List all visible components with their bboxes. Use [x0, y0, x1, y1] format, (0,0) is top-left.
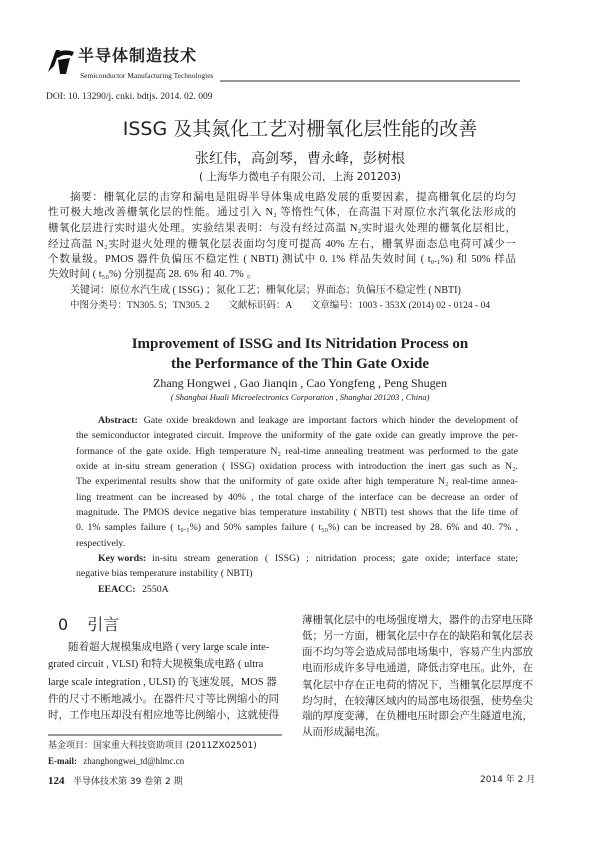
body-right-line: 电而形成许多导电通道，降低击穿电压。此外，在 — [302, 663, 533, 674]
abstract-en-line: The experimental results show that the uniformity of gate oxide after high temperature N₂ real-time annea- — [76, 476, 518, 487]
keywords-en-first-line — [98, 554, 518, 564]
footnote-email — [48, 757, 184, 766]
body-left-line: 件的尺寸不断地减小。在器件尺寸等比例缩小的同 — [48, 694, 279, 705]
abstract-en-line: oxide at in-situ stream generation ( ISSG) oxidation process with introduction the inert gas such as N₂. — [76, 461, 518, 472]
authors-en: Zhang Hongwei , Gao Jianqin , Cao Yongfeng , Peng Shugen — [153, 376, 447, 390]
title-en: the Performance of the Thin Gate Oxide — [170, 356, 429, 372]
body-right-line: 端的厚度变薄，在负栅电压时即会产生隧道电流， — [302, 711, 533, 722]
abstract-cn-line: 个数量级。PMOS 器件负偏压不稳定性 ( NBTI) 测试中 0. 1% 样品失效时间 ( t₀.₁%) 和 50% 样品 — [48, 254, 516, 265]
footnote-fund: 基金项目：国家重大科技资助项目 (2011ZX02501) — [48, 741, 257, 751]
abstract-cn-line: 经过高温 N₂实时退火处理的栅氧化层表面均匀度可提高 40% 左右，栅氧界面态总电荷可减少一 — [48, 239, 516, 250]
authors-cn: 张红伟，高剑琴，曹永峰，彭树根 — [195, 151, 405, 167]
issue-date: 2014 年 2 月 — [480, 775, 536, 785]
abstract-en-line: respectively. — [76, 538, 126, 549]
journal-issue: 半导体技术第 39 卷第 2 期 — [73, 777, 183, 787]
body-left-line: large scale integration , ULSI) 的飞速发展，MOS 器 — [48, 677, 277, 688]
abstract-en-line: formance of the gate oxide. High temperature N₂ real-time annealing treatment was performed to the gate — [76, 446, 518, 457]
journal-name-cn: 半导体制造技术 — [78, 46, 198, 65]
page-footer-left — [48, 776, 183, 787]
affiliation-cn: ( 上海华力微电子有限公司，上海 201203) — [199, 171, 401, 183]
keywords-en-label: Key words: — [98, 553, 147, 564]
header-rule — [220, 80, 520, 82]
body-right-line: 从而形成漏电流。 — [302, 727, 386, 738]
abstract-en-label: Abstract: — [98, 415, 138, 426]
email-address: zhanghongwei_td@hlmc.cn — [83, 756, 185, 766]
abstract-en-first-line — [98, 416, 518, 426]
footnote-rule — [48, 734, 282, 736]
body-right-line: 氧化层中存在正电荷的情况下，当栅氧化层厚度不 — [302, 680, 533, 691]
journal-name-en: Semiconductor Manufacturing Technologies — [80, 71, 214, 80]
section-title: 引言 — [87, 615, 120, 634]
keywords-en-line: negative bias temperature instability ( NBTI) — [76, 568, 253, 579]
abstract-cn-line: 性可极大地改善栅氧化层的性能。通过引入 N₂ 等惰性气体，在高温下对原位水汽氧化法形成的 — [48, 207, 516, 218]
keywords-en-line: in-situ stream generation ( ISSG) ; nitridation process; gate oxide; interface state; — [152, 553, 518, 564]
body-left-line: 随着超大规模集成电路 ( very large scale inte- — [68, 642, 270, 653]
abstract-en-line: Gate oxide breakdown and leakage are important factors which hinder the development of — [143, 415, 518, 426]
abstract-en-line: ling treatment can be increased by 40% , the total charge of the interface can be decrease an order of — [76, 492, 518, 503]
eeacc-label: EEACC: — [98, 584, 136, 595]
title-en: Improvement of ISSG and Its Nitridation Process on — [131, 336, 469, 352]
section-number: 0 — [58, 615, 69, 634]
body-right-line: 面不均匀等会造成局部电场集中，容易产生内部放 — [302, 647, 533, 658]
abstract-cn-line: 失效时间 ( t₅₀%) 分别提高 28. 6% 和 40. 7% 。 — [48, 269, 257, 280]
body-left-line: 时，工作电压却没有相应地等比例缩小，这就使得 — [48, 710, 279, 721]
doi: DOI: 10. 13290/j. cnki. bdtjs. 2014. 02. 009 — [46, 92, 213, 102]
keywords-cn: 关键词：原位水汽生成 ( ISSG) ；氮化工艺；栅氧化层；界面态；负偏压不稳定性 ( NBTI) — [70, 285, 461, 296]
classification-cn: 中图分类号：TN305. 5；TN305. 2 文献标识码：A 文章编号：1003 - 353X (2014) 02 - 0124 - 04 — [70, 301, 491, 311]
abstract-cn-line: 摘要：栅氧化层的击穿和漏电是阻碍半导体集成电路发展的重要因素，提高栅氧化层的均匀 — [70, 192, 516, 203]
affiliation-en: ( Shanghai Huali Microelectronics Corporation , Shanghai 201203 , China) — [170, 392, 430, 402]
title-cn: ISSG 及其氮化工艺对栅氧化层性能的改善 — [122, 118, 478, 140]
body-right-line: 薄栅氧化层中的电场强度增大，器件的击穿电压降 — [302, 615, 533, 626]
abstract-cn-line: 栅氧化层进行实时退火处理。实验结果表明：与没有经过高温 N₂实时退火处理的栅氧化层相比， — [48, 223, 516, 234]
body-right-line: 均匀时，在较薄区域内的局部电场很强，使势垒尖 — [302, 696, 533, 707]
body-left-line: grated circuit , VLSI) 和特大规模集成电路 ( ultra — [48, 659, 264, 670]
abstract-en-line: 0. 1% samples failure ( t₀.₁%) and 50% samples failure ( t₅₀%) can be increased by 28. 6% and 40. 7% , — [76, 522, 518, 533]
abstract-en-line: magnitude. The PMOS device negative bias temperature instability ( NBTI) test shows that the life time of — [76, 507, 518, 518]
body-right-line: 低；另一方面，栅氧化层中存在的缺陷和氧化层表 — [302, 631, 533, 642]
eeacc-code: 2550A — [142, 584, 169, 595]
eeacc — [98, 585, 169, 595]
email-label: E-mail: — [48, 756, 77, 766]
page-number: 124 — [48, 775, 65, 787]
abstract-en-line: the semiconductor integrated circuit. Improve the uniformity of the gate oxide can greatly improve the per- — [76, 430, 518, 441]
section-heading — [58, 617, 119, 633]
journal-logo-icon — [44, 46, 76, 76]
